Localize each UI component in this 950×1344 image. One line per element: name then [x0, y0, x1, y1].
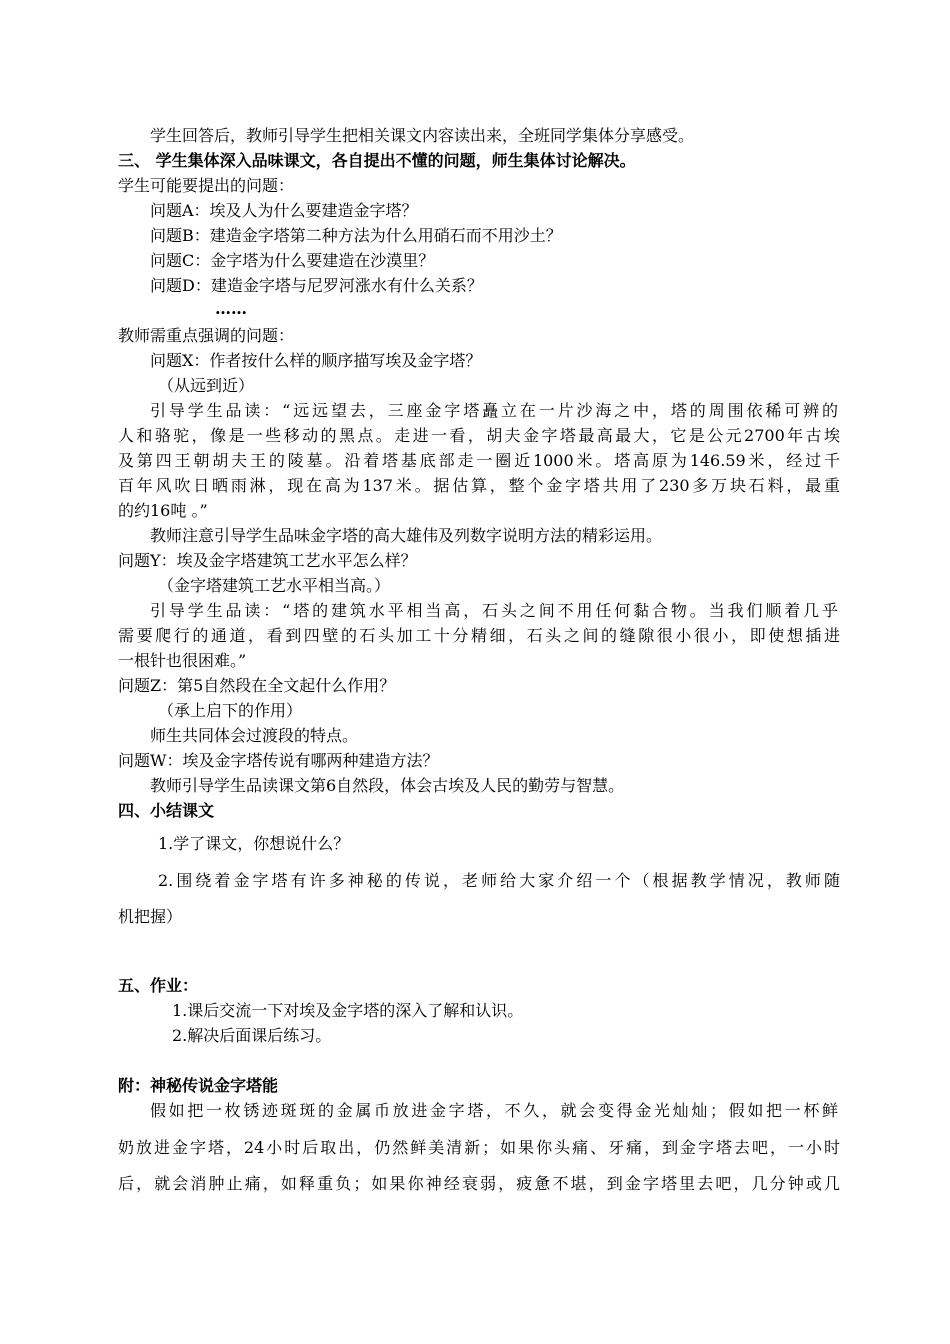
teacher-note-w: 教师引导学生品读课文第6自然段，体会古埃及人民的勤劳与智慧。 [150, 776, 625, 795]
question-d: 问题D：建造金字塔与尼罗河涨水有什么关系？ [150, 276, 483, 295]
transition-note: 师生共同体会过渡段的特点。 [150, 726, 359, 745]
question-x: 问题X：作者按什么样的顺序描写埃及金字塔？ [150, 351, 482, 370]
homework-item-1: 1.课后交流一下对埃及金字塔的深入了解和认识。 [172, 1001, 524, 1020]
reading-quote-line: 引导学生品读：“远远望去，三座金字塔矗立在一片沙海之中，塔的周围依稀可辨的 [150, 401, 838, 420]
section-heading-3: 三、 学生集体深入品味课文，各自提出不懂的问题，师生集体讨论解决。 [118, 151, 636, 170]
reading-quote-line: 需要爬行的通道，看到四壁的石头加工十分精细，石头之间的缝隙很小很小，即使想插进 [118, 626, 840, 645]
homework-item-2: 2.解决后面课后练习。 [172, 1026, 332, 1045]
appendix-paragraph-line: 后，就会消肿止痛，如释重负；如果你神经衰弱，疲惫不堪，到金字塔里去吧，几分钟或几 [118, 1174, 840, 1193]
question-list-heading: 学生可能要提出的问题： [118, 176, 295, 195]
question-y: 问题Y：埃及金字塔建筑工艺水平怎么样？ [118, 551, 417, 570]
reading-quote-line: 引导学生品读：“塔的建筑水平相当高，石头之间不用任何黏合物。当我们顺着几乎 [150, 601, 838, 620]
reading-quote-line: 百年风吹日晒雨淋，现在高为137米。据估算，整个金字塔共用了230多万块石料，最重 [118, 476, 840, 495]
section-heading-5: 五、作业： [118, 976, 199, 995]
summary-item-1: 1.学了课文，你想说什么？ [158, 834, 350, 853]
paragraph-student-answer: 学生回答后，教师引导学生把相关课文内容读出来，全班同学集体分享感受。 [150, 126, 695, 145]
section-heading-4: 四、小结课文 [118, 801, 215, 820]
appendix-paragraph-line: 奶放进金字塔，24小时后取出，仍然鲜美清新；如果你头痛、牙痛，到金字塔去吧，一小时 [118, 1138, 840, 1157]
reading-quote-line: 的约16吨 。” [118, 501, 208, 520]
teacher-focus-heading: 教师需重点强调的问题： [118, 326, 295, 345]
question-c: 问题C：金字塔为什么要建造在沙漠里？ [150, 251, 435, 270]
ellipsis: …… [215, 299, 247, 318]
question-z: 问题Z：第5自然段在全文起什么作用？ [118, 676, 396, 695]
appendix-paragraph-line: 假如把一枚锈迹斑斑的金属币放进金字塔，不久，就会变得金光灿灿；假如把一杯鲜 [150, 1101, 838, 1120]
question-b: 问题B：建造金字塔第二种方法为什么用硝石而不用沙土？ [150, 226, 562, 245]
answer-x: （从远到近） [158, 376, 255, 395]
summary-item-2-cont: 机把握） [118, 907, 183, 926]
reading-quote-line: 一根针也很困难。” [118, 651, 247, 670]
summary-item-2: 2.围绕着金字塔有许多神秘的传说，老师给大家介绍一个（根据教学情况，教师随 [158, 871, 840, 890]
reading-quote-line: 人和骆驼，像是一些移动的黑点。走进一看，胡夫金字塔最高最大，它是公元2700年古埃 [118, 426, 840, 445]
question-w: 问题W：埃及金字塔传说有哪两种建造方法？ [118, 751, 439, 770]
teacher-note: 教师注意引导学生品味金字塔的高大雄伟及列数字说明方法的精彩运用。 [150, 526, 663, 545]
reading-quote-line: 及第四王朝胡夫王的陵墓。沿着塔基底部走一圈近1000米。塔高原为146.59米，经过千 [118, 451, 840, 470]
answer-z: （承上启下的作用） [158, 701, 303, 720]
answer-y: （金字塔建筑工艺水平相当高。） [158, 576, 391, 595]
question-a: 问题A：埃及人为什么要建造金字塔？ [150, 201, 418, 220]
appendix-title: 附：神秘传说金字塔能 [118, 1076, 279, 1095]
